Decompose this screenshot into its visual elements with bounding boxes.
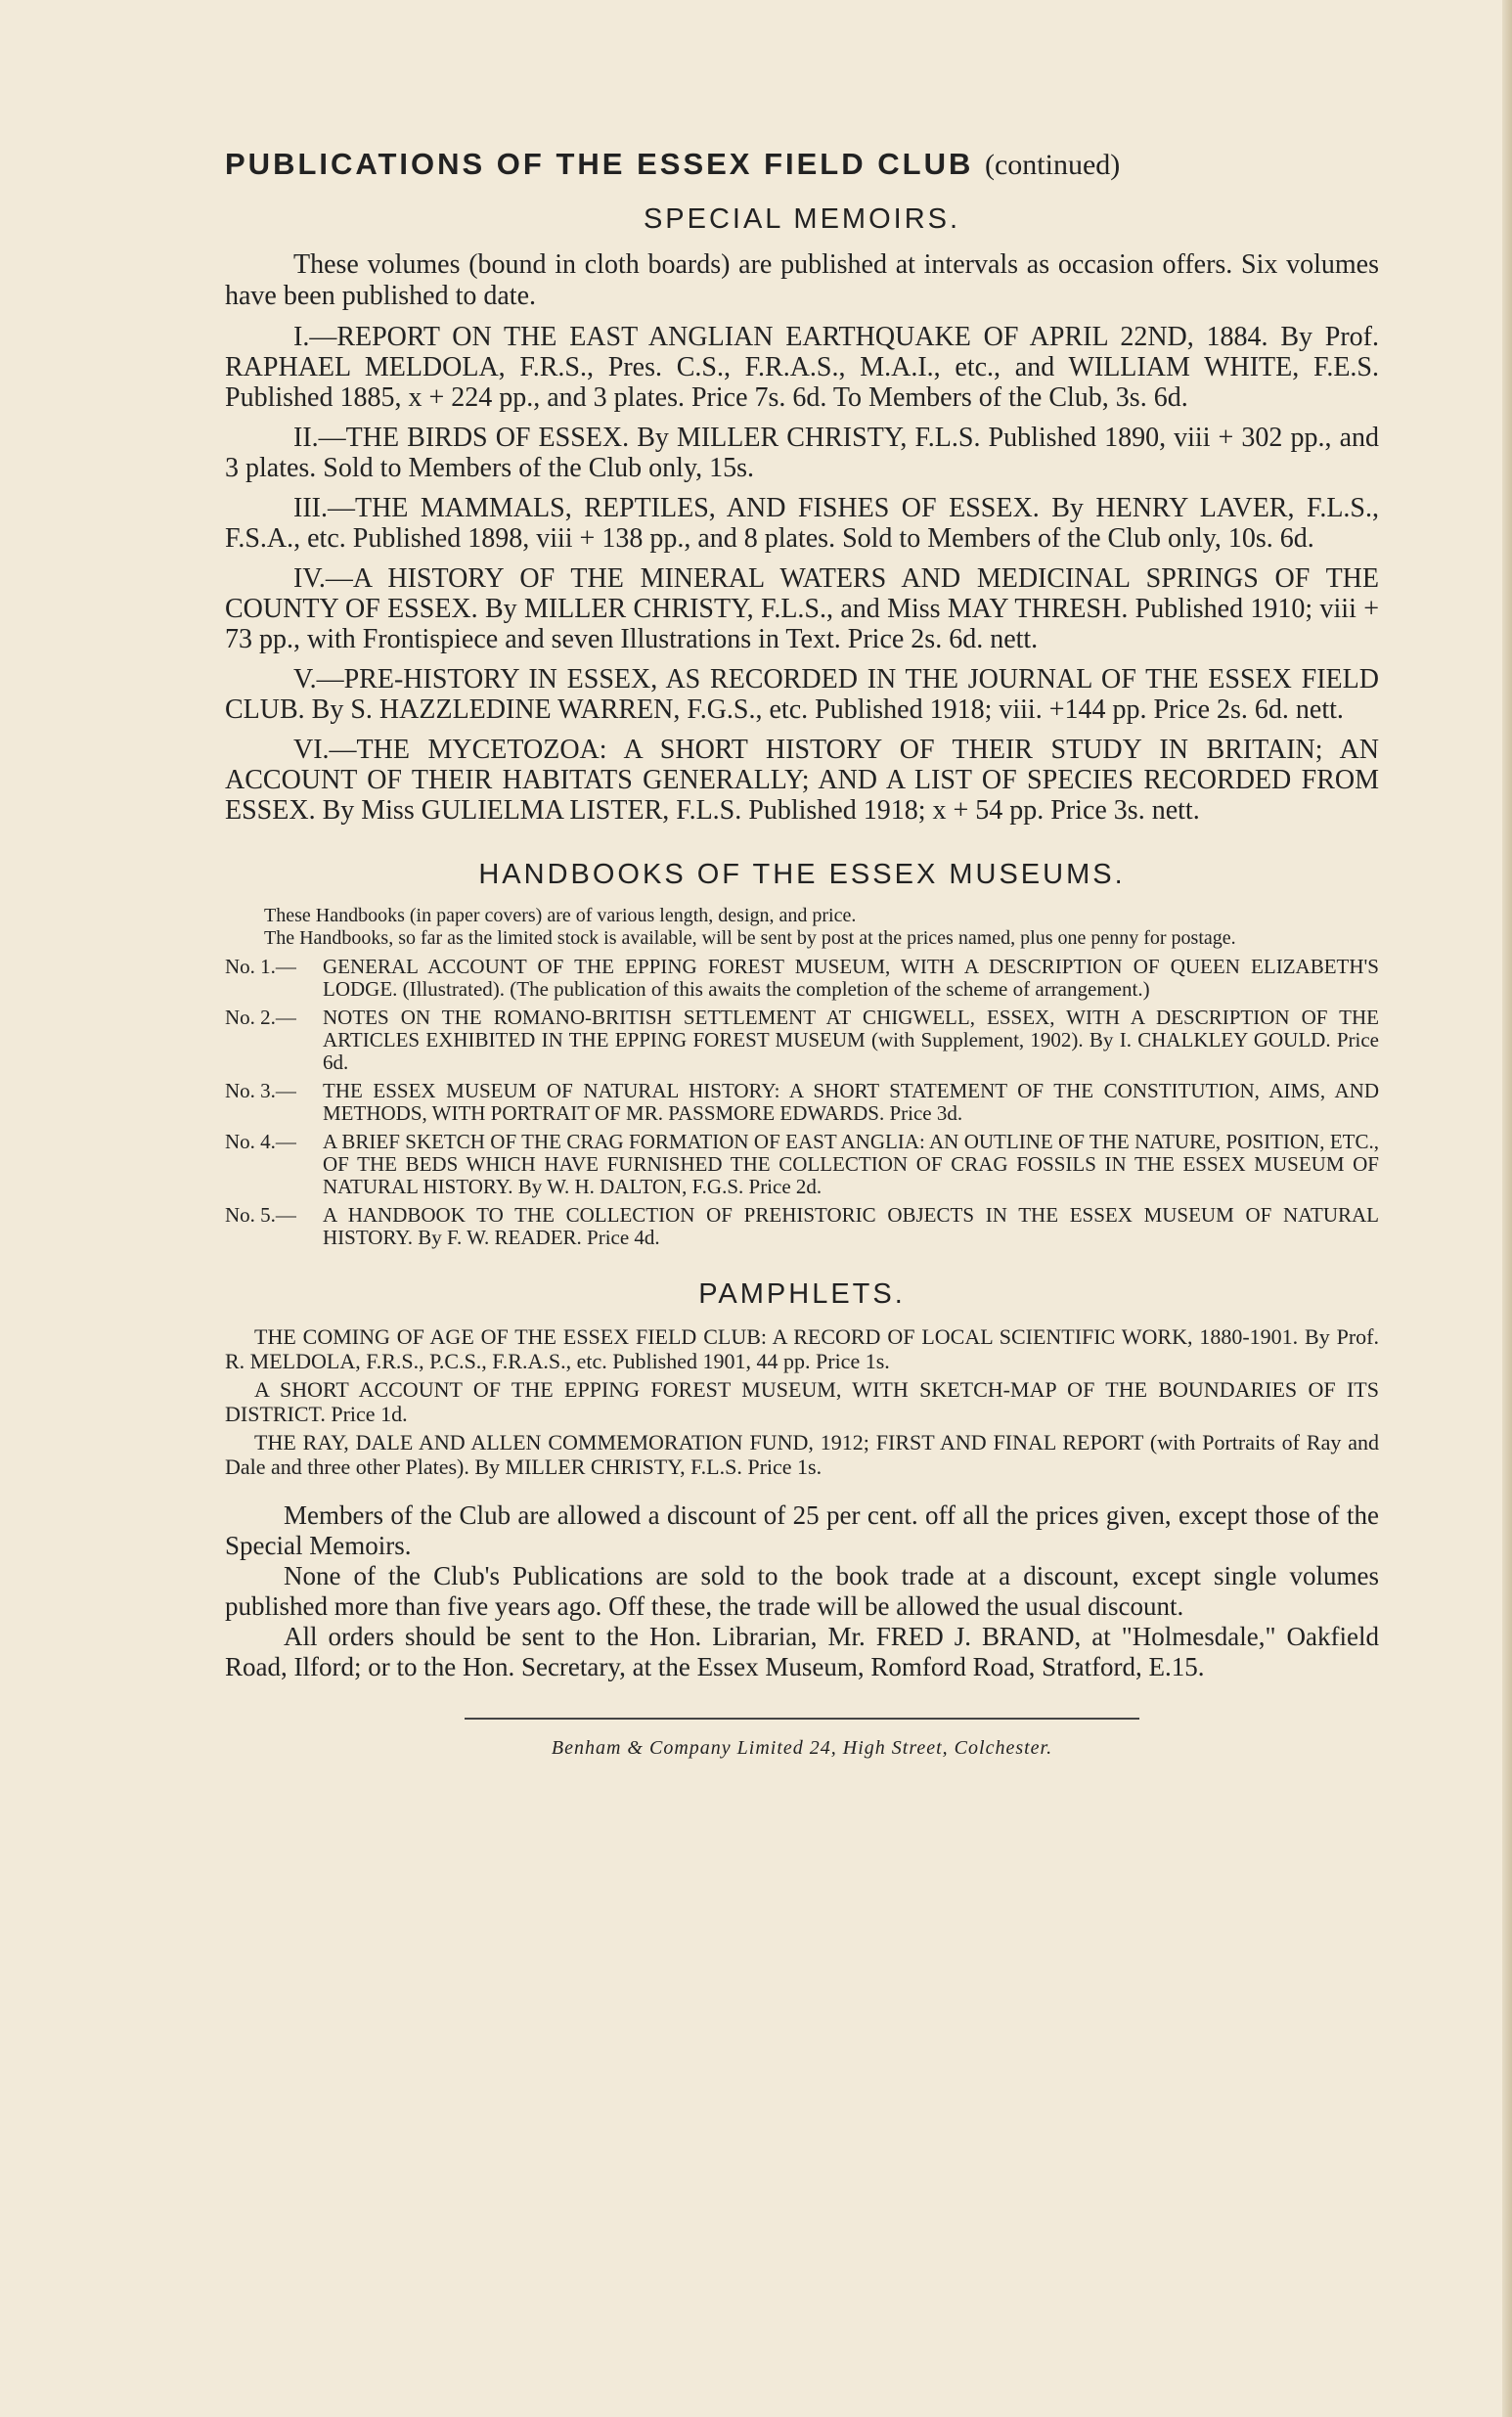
handbook-text: NOTES ON THE ROMANO-BRITISH SETTLEMENT AT CHIGWELL, ESSEX, WITH A DESCRIPTION OF THE ARTICLES EXHIBITED IN THE EPPING FOREST MUSEUM (with Supplement, 1902). By I. CHALKLEY GOULD. Price 6d. — [323, 1006, 1379, 1074]
handbook-item — [225, 1080, 1379, 1125]
pamphlet-item: THE COMING OF AGE OF THE ESSEX FIELD CLUB: A RECORD OF LOCAL SCIENTIFIC WORK, 1880-1901. By Prof. R. MELDOLA, F.R.S., P.C.S., F.R.A.S., etc. Published 1901, 44 pp. Price 1s. — [225, 1324, 1379, 1373]
memoir-item: V.—PRE-HISTORY IN ESSEX, AS RECORDED IN THE JOURNAL OF THE ESSEX FIELD CLUB. By S. HAZZLEDINE WARREN, F.G.S., etc. Published 1918; viii. +144 pp. Price 2s. 6d. nett. — [225, 664, 1379, 725]
handbook-number: No. 5.— — [225, 1203, 296, 1227]
pamphlet-item: A SHORT ACCOUNT OF THE EPPING FOREST MUSEUM, WITH SKETCH-MAP OF THE BOUNDARIES OF ITS DISTRICT. Price 1d. — [225, 1377, 1379, 1426]
handbook-number: No. 2.— — [225, 1006, 296, 1029]
header-continued: (continued) — [984, 149, 1121, 181]
memoir-item: I.—REPORT ON THE EAST ANGLIAN EARTHQUAKE OF APRIL 22ND, 1884. By Prof. RAPHAEL MELDOLA, F.R.S., Pres. C.S., F.R.A.S., M.A.I., etc., and WILLIAM WHITE, F.E.S. Published 1885, x + 224 pp., and 3 plates. Price 7s. 6d. To Members of the Club, 3s. 6d. — [225, 322, 1379, 413]
header-title: PUBLICATIONS OF THE ESSEX FIELD CLUB — [225, 147, 974, 181]
pamphlet-item: THE RAY, DALE AND ALLEN COMMEMORATION FUND, 1912; FIRST AND FINAL REPORT (with Portraits of Ray and Dale and three other Plates). By MILLER CHRISTY, F.L.S. Price 1s. — [225, 1430, 1379, 1479]
memoir-item: III.—THE MAMMALS, REPTILES, AND FISHES OF ESSEX. By HENRY LAVER, F.L.S., F.S.A., etc. Published 1898, viii + 138 pp., and 8 plates. Sold to Members of the Club only, 10s. 6d. — [225, 493, 1379, 554]
special-memoirs-intro: These volumes (bound in cloth boards) are published at intervals as occasion offers. Six volumes have been published to date. — [225, 249, 1379, 311]
pamphlets-title: PAMPHLETS. — [698, 1278, 906, 1310]
memoir-item: IV.—A HISTORY OF THE MINERAL WATERS AND MEDICINAL SPRINGS OF THE COUNTY OF ESSEX. By MILLER CHRISTY, F.L.S., and Miss MAY THRESH. Published 1910; viii + 73 pp., with Frontispiece and seven Illustrations in Text. Price 2s. 6d. nett. — [225, 563, 1379, 654]
printer-imprint: Benham & Company Limited 24, High Street, Colchester. — [551, 1737, 1053, 1759]
handbook-item — [225, 1007, 1379, 1074]
handbook-number: No. 1.— — [225, 955, 296, 978]
orders-notice: All orders should be sent to the Hon. Librarian, Mr. FRED J. BRAND, at "Holmesdale," Oakfield Road, Ilford; or to the Hon. Secretary, at the Essex Museum, Romford Road, Stratford, E.15. — [225, 1622, 1379, 1681]
discount-notice: Members of the Club are allowed a discount of 25 per cent. off all the prices given, except those of the Special Memoirs. — [225, 1500, 1379, 1560]
memoir-item: II.—THE BIRDS OF ESSEX. By MILLER CHRISTY, F.L.S. Published 1890, viii + 302 pp., and 3 plates. Sold to Members of the Club only, 15s. — [225, 423, 1379, 483]
document-page — [225, 147, 1379, 1760]
page-header — [225, 147, 1379, 182]
handbook-item — [225, 956, 1379, 1001]
trade-notice: None of the Club's Publications are sold to the book trade at a discount, except single volumes published more than five years ago. Off these, the trade will be allowed the usual discount. — [225, 1561, 1379, 1621]
handbook-number: No. 4.— — [225, 1130, 296, 1153]
page-edge — [1502, 0, 1512, 2417]
footer-rule — [465, 1718, 1139, 1720]
handbook-item — [225, 1204, 1379, 1249]
handbook-text: A HANDBOOK TO THE COLLECTION OF PREHISTORIC OBJECTS IN THE ESSEX MUSEUM OF NATURAL HISTORY. By F. W. READER. Price 4d. — [323, 1203, 1379, 1249]
handbook-item — [225, 1131, 1379, 1198]
handbooks-title: HANDBOOKS OF THE ESSEX MUSEUMS. — [478, 859, 1126, 890]
handbook-text: THE ESSEX MUSEUM OF NATURAL HISTORY: A SHORT STATEMENT OF THE CONSTITUTION, AIMS, AND METHODS, WITH PORTRAIT OF MR. PASSMORE EDWARDS. Price 3d. — [323, 1079, 1379, 1125]
handbook-text: A BRIEF SKETCH OF THE CRAG FORMATION OF EAST ANGLIA: AN OUTLINE OF THE NATURE, POSITION, ETC., OF THE BEDS WHICH HAVE FURNISHED THE COLLECTION OF CRAG FOSSILS IN THE ESSEX MUSEUM OF NATURAL HISTORY. By W. H. DALTON, F.G.S. Price 2d. — [323, 1130, 1379, 1198]
members-notice — [225, 1500, 1379, 1682]
handbooks-intro-1: These Handbooks (in paper covers) are of various length, design, and price. — [264, 905, 857, 926]
memoir-item: VI.—THE MYCETOZOA: A SHORT HISTORY OF THEIR STUDY IN BRITAIN; AN ACCOUNT OF THEIR HABITATS GENERALLY; AND A LIST OF SPECIES RECORDED FROM ESSEX. By Miss GULIELMA LISTER, F.L.S. Published 1918; x + 54 pp. Price 3s. nett. — [225, 735, 1379, 826]
special-memoirs-title: SPECIAL MEMOIRS. — [643, 203, 961, 235]
handbooks-intro-2: The Handbooks, so far as the limited stock is available, will be sent by post at the prices named, plus one penny for postage. — [264, 927, 1236, 949]
handbook-text: GENERAL ACCOUNT OF THE EPPING FOREST MUSEUM, WITH A DESCRIPTION OF QUEEN ELIZABETH'S LODGE. (Illustrated). (The publication of this awaits the completion of the scheme of arrangement.) — [323, 955, 1379, 1001]
handbook-number: No. 3.— — [225, 1079, 296, 1102]
